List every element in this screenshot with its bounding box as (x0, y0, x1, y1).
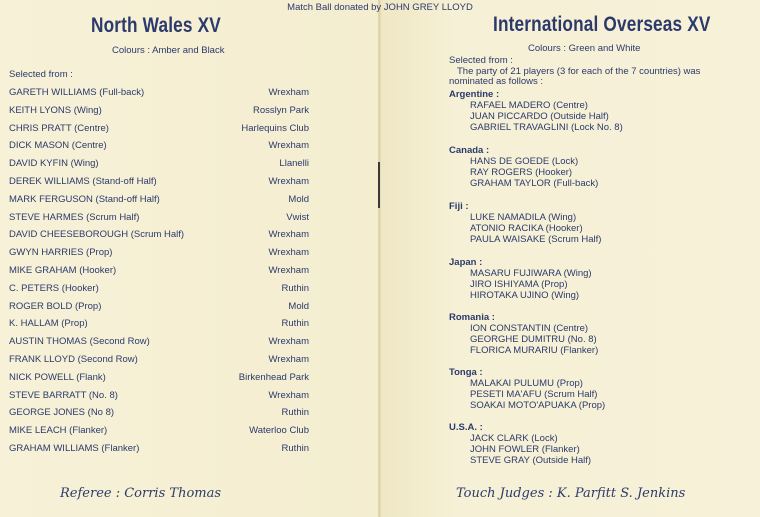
player-name: ROGER BOLD (Prop) (9, 300, 102, 312)
roster-row (9, 354, 309, 372)
page-fold (378, 0, 381, 517)
player-club: Mold (288, 193, 309, 205)
country-player-list (449, 378, 699, 411)
player-club: Wrexham (268, 247, 309, 259)
country-player-list (449, 156, 699, 189)
sponsor-line: Match Ball donated by JOHN GREY LLOYD (287, 2, 473, 13)
country-name: Romania : (449, 312, 495, 323)
player-name: GRAHAM WILLIAMS (Flanker) (9, 442, 140, 454)
player-name: MARK FERGUSON (Stand-off Half) (9, 193, 160, 205)
country-player-list (449, 212, 699, 245)
country-player: JIRO ISHIYAMA (Prop) (470, 279, 568, 290)
country-section (449, 367, 699, 411)
player-club: Harlequins Club (241, 122, 309, 134)
country-section (449, 89, 699, 133)
country-name: U.S.A. : (449, 422, 483, 433)
country-player: GRAHAM TAYLOR (Full-back) (470, 178, 599, 189)
spine-mark (378, 162, 380, 208)
country-section (449, 422, 699, 466)
roster-row (9, 123, 309, 141)
roster-row (9, 212, 309, 230)
country-player: JACK CLARK (Lock) (470, 433, 558, 444)
player-name: STEVE HARMES (Scrum Half) (9, 211, 140, 223)
roster-row (9, 318, 309, 336)
country-player: SOAKAI MOTO'APUAKA (Prop) (470, 400, 606, 411)
roster-row (9, 301, 309, 319)
right-selected-from: Selected from : (449, 55, 513, 66)
player-name: AUSTIN THOMAS (Second Row) (9, 336, 150, 348)
country-player-list (449, 433, 699, 466)
player-name: STEVE BARRATT (No. 8) (9, 389, 118, 401)
country-player: MASARU FUJIWARA (Wing) (470, 268, 592, 279)
overseas-title: International Overseas XV (493, 13, 711, 36)
roster-row (9, 140, 309, 158)
player-club: Mold (288, 300, 309, 312)
roster-row (9, 443, 309, 461)
touch-judges-signature: Touch Judges : K. Parfitt S. Jenkins (456, 486, 686, 501)
roster-row (9, 247, 309, 265)
country-player: HANS DE GOEDE (Lock) (470, 156, 579, 167)
player-club: Ruthin (281, 442, 309, 454)
right-colours: Colours : Green and White (528, 43, 641, 54)
country-player-list (449, 323, 699, 356)
player-name: NICK POWELL (Flank) (9, 371, 106, 383)
player-club: Ruthin (281, 318, 309, 330)
country-player: PAULA WAISAKE (Scrum Half) (470, 234, 602, 245)
country-name: Argentine : (449, 89, 500, 100)
player-club: Wrexham (268, 389, 309, 401)
country-player: MALAKAI PULUMU (Prop) (470, 378, 583, 389)
country-name: Tonga : (449, 367, 483, 378)
roster-row (9, 265, 309, 283)
player-name: GWYN HARRIES (Prop) (9, 247, 113, 259)
country-section (449, 312, 699, 356)
left-colours: Colours : Amber and Black (112, 45, 225, 56)
country-player: RAFAEL MADERO (Centre) (470, 100, 588, 111)
player-club: Wrexham (268, 140, 309, 152)
roster-row (9, 194, 309, 212)
country-player: JUAN PICCARDO (Outside Half) (470, 111, 609, 122)
right-selected-party: The party of 21 players (3 for each of the 7 countries) was (457, 66, 701, 77)
player-club: Vwist (286, 211, 309, 223)
country-player: ATONIO RACIKA (Hooker) (470, 223, 583, 234)
player-club: Birkenhead Park (238, 371, 309, 383)
country-section (449, 257, 699, 301)
player-name: KEITH LYONS (Wing) (9, 104, 102, 116)
right-selected-nominated: nominated as follows : (449, 76, 543, 87)
player-name: DAVID KYFIN (Wing) (9, 158, 99, 170)
roster-row (9, 336, 309, 354)
player-club: Wrexham (268, 229, 309, 241)
roster-row (9, 372, 309, 390)
country-player-list (449, 100, 699, 133)
country-player: HIROTAKA UJINO (Wing) (470, 290, 580, 301)
player-name: DAVID CHEESEBOROUGH (Scrum Half) (9, 229, 185, 241)
country-player-list (449, 268, 699, 301)
player-club: Wrexham (268, 336, 309, 348)
country-section (449, 145, 699, 189)
player-name: MIKE LEACH (Flanker) (9, 425, 108, 437)
roster-row (9, 390, 309, 408)
player-name: CHRIS PRATT (Centre) (9, 122, 109, 134)
player-name: GEORGE JONES (No 8) (9, 407, 115, 419)
player-club: Rosslyn Park (253, 104, 309, 116)
player-club: Waterloo Club (249, 425, 309, 437)
player-club: Wrexham (268, 264, 309, 276)
country-name: Canada : (449, 145, 490, 156)
player-club: Ruthin (281, 282, 309, 294)
player-name: MIKE GRAHAM (Hooker) (9, 264, 117, 276)
roster-row (9, 87, 309, 105)
country-player: LUKE NAMADILA (Wing) (470, 212, 577, 223)
player-club: Wrexham (268, 353, 309, 365)
player-club: Llanelli (279, 158, 309, 170)
country-section (449, 201, 699, 245)
referee-signature: Referee : Corris Thomas (60, 486, 222, 501)
roster-row (9, 425, 309, 443)
country-player: PESETI MA'AFU (Scrum Half) (470, 389, 598, 400)
player-name: FRANK LLOYD (Second Row) (9, 353, 138, 365)
roster-row (9, 158, 309, 176)
roster-row (9, 407, 309, 425)
country-player: JOHN FOWLER (Flanker) (470, 444, 580, 455)
country-player: GEORGHE DUMITRU (No. 8) (470, 334, 597, 345)
player-name: K. HALLAM (Prop) (9, 318, 88, 330)
country-player: STEVE GRAY (Outside Half) (470, 455, 592, 466)
country-player: RAY ROGERS (Hooker) (470, 167, 573, 178)
country-name: Japan : (449, 257, 483, 268)
roster-row (9, 105, 309, 123)
country-player: ION CONSTANTIN (Centre) (470, 323, 589, 334)
player-name: GARETH WILLIAMS (Full-back) (9, 87, 145, 98)
player-name: DICK MASON (Centre) (9, 140, 107, 152)
country-player: FLORICA MURARIU (Flanker) (470, 345, 599, 356)
roster-row (9, 283, 309, 301)
player-name: C. PETERS (Hooker) (9, 282, 99, 294)
player-club: Wrexham (268, 87, 309, 98)
player-club: Wrexham (268, 175, 309, 187)
country-player: GABRIEL TRAVAGLINI (Lock No. 8) (470, 122, 623, 133)
overseas-countries (449, 89, 699, 466)
player-club: Ruthin (281, 407, 309, 419)
roster-row (9, 176, 309, 194)
player-name: DEREK WILLIAMS (Stand-off Half) (9, 175, 157, 187)
north-wales-title: North Wales XV (91, 14, 221, 37)
country-name: Fiji : (449, 201, 469, 212)
roster-row (9, 229, 309, 247)
left-selected-from: Selected from : (9, 69, 73, 80)
north-wales-roster (9, 87, 309, 461)
